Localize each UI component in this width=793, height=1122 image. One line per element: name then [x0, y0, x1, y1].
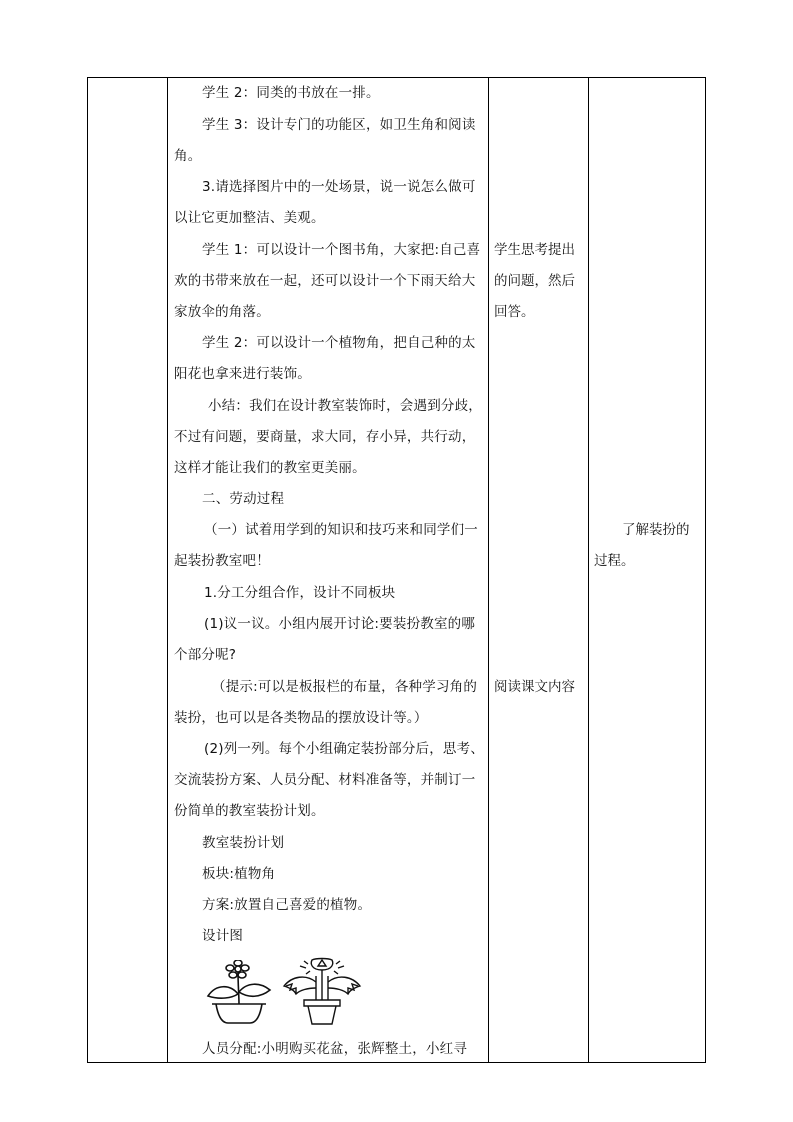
student-activity-text: 回答。 [494, 304, 535, 320]
text-line: （一）试着用学到的知识和技巧来和同学们一 [204, 522, 478, 538]
text-line: 个部分呢? [174, 647, 237, 663]
staff-assignment-line: 人员分配:小明购买花盆，张辉整土，小红寻 [202, 1041, 468, 1057]
hint-line: 装扮，也可以是各类物品的摆放设计等。） [174, 710, 428, 726]
plan-design-label: 设计图 [202, 928, 244, 944]
text-line: 份简单的教室装扮计划。 [174, 803, 325, 819]
summary-line: 不过有问题，要商量，求大同，存小异，共行动， [174, 429, 476, 445]
design-intent-text: 了解装扮的 [622, 522, 690, 538]
text-line: (1)议一议。小组内展开讨论:要装扮教室的哪 [204, 616, 476, 632]
hint-line: （提示:可以是板报栏的布量，各种学习角的 [212, 679, 478, 695]
text-line: 家放伞的角落。 [174, 304, 270, 320]
text-line: (2)列一列。每个小组确定装扮部分后，思考、 [204, 741, 485, 757]
text-line: 起装扮教室吧！ [174, 553, 270, 569]
text-line: 1.分工分组合作，设计不同板块 [204, 585, 396, 601]
text-line: 3.请选择图片中的一处场景，说一说怎么做可 [202, 179, 476, 195]
text-line: 学生 2：可以设计一个植物角，把自己种的太 [202, 335, 476, 351]
summary-line: 这样才能让我们的教室更美丽。 [174, 460, 366, 476]
text-line: 交流装扮方案、人员分配、材料准备等，并制订一 [174, 772, 476, 788]
text-line: 学生 3：设计专门的功能区，如卫生角和阅读 [202, 117, 476, 133]
potted-plant-drawing-icon [282, 956, 362, 1028]
text-line: 以让它更加整洁、美观。 [174, 210, 325, 226]
plan-section: 板块:植物角 [202, 866, 276, 882]
lesson-table [87, 77, 706, 1063]
student-activity-column [494, 78, 586, 1062]
plan-scheme: 方案:放置自己喜爱的植物。 [202, 897, 372, 913]
column-divider [588, 78, 589, 1062]
text-line: 阳花也拿来进行装饰。 [174, 366, 311, 382]
summary-line: 小结：我们在设计教室装饰时，会遇到分歧， [208, 398, 482, 414]
text-line: 欢的书带来放在一起，还可以设计一个下雨天给大 [174, 273, 476, 289]
design-intent-text: 过程。 [594, 553, 635, 569]
design-intent-column [594, 78, 704, 1062]
student-activity-text: 阅读课文内容 [494, 679, 575, 695]
text-line: 学生 1：可以设计一个图书角，大家把:自己喜 [202, 242, 481, 258]
teaching-process-column [174, 78, 486, 1062]
flower-pot-drawing-icon [202, 960, 276, 1028]
column-divider [488, 78, 489, 1062]
plan-title: 教室装扮计划 [202, 835, 285, 851]
student-activity-text: 的问题，然后 [494, 273, 575, 289]
column-divider [167, 78, 168, 1062]
section-heading: 二、劳动过程 [202, 491, 285, 507]
text-line: 学生 2：同类的书放在一排。 [202, 85, 380, 101]
student-activity-text: 学生思考提出 [494, 242, 575, 258]
text-line: 角。 [174, 148, 202, 164]
